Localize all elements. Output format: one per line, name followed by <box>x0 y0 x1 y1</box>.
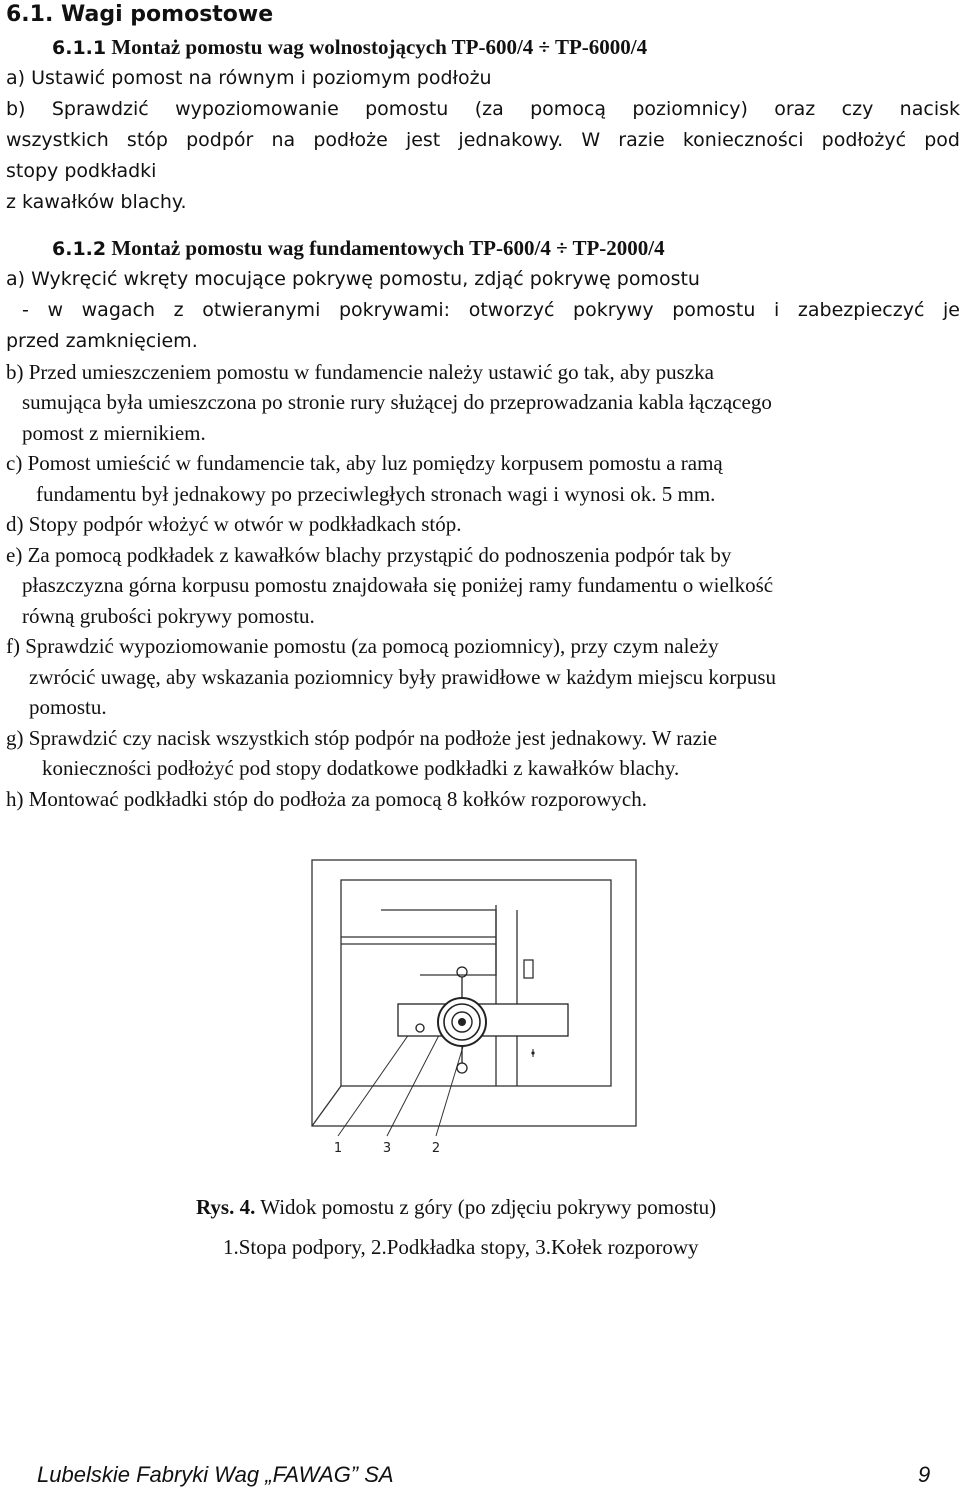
subsection-number: 6.1.2 <box>52 238 107 260</box>
platform-top-view-drawing <box>300 852 650 1162</box>
callout-1: 1 <box>333 1141 343 1156</box>
callout-2: 2 <box>431 1141 441 1156</box>
paragraph-line: a) Wykręcić wkręty mocujące pokrywę pomostu, zdjąć pokrywę pomostu <box>6 268 700 290</box>
paragraph-line: a) Ustawić pomost na równym i poziomym podłożu <box>6 67 492 89</box>
paragraph-line: b) Sprawdzić wypoziomowanie pomostu (za pomocą poziomnicy) oraz czy nacisk <box>6 98 960 120</box>
paragraph-line: d) Stopy podpór włożyć w otwór w podkładkach stóp. <box>6 512 462 536</box>
paragraph-line: c) Pomost umieścić w fundamencie tak, aby luz pomiędzy korpusem pomostu a ramą <box>6 451 723 475</box>
paragraph-line: fundamentu był jednakowy po przeciwległych stronach wagi i wynosi ok. 5 mm. <box>36 482 716 506</box>
paragraph-line: sumująca była umieszczona po stronie rury służącej do przeprowadzania kabla łączącego <box>22 390 772 414</box>
section-heading <box>6 0 273 30</box>
paragraph-line: zwrócić uwagę, aby wskazania poziomnicy były prawidłowe w każdym miejscu korpusu <box>29 665 777 689</box>
paragraph-line: konieczności podłożyć pod stopy dodatkowe podkładki z kawałków blachy. <box>42 756 680 780</box>
paragraph-line: pomostu. <box>29 695 107 719</box>
paragraph-line: równą grubości pokrywy pomostu. <box>22 604 315 628</box>
paragraph-line: b) Przed umieszczeniem pomostu w fundamencie należy ustawić go tak, aby puszka <box>6 360 714 384</box>
footer-company: Lubelskie Fabryki Wag „FAWAG” SA <box>37 1462 394 1487</box>
paragraph-line: wszystkich stóp podpór na podłoże jest jednakowy. W razie konieczności podłożyć pod <box>6 129 960 151</box>
paragraph-line: płaszczyzna górna korpusu pomostu znajdowała się poniżej ramy fundamentu o wielkość <box>22 573 774 597</box>
paragraph-line: h) Montować podkładki stóp do podłoża za pomocą 8 kołków rozporowych. <box>6 787 647 811</box>
subsection-heading-1 <box>52 32 647 63</box>
figure-caption <box>196 1192 716 1222</box>
paragraph-line: przed zamknięciem. <box>6 330 198 352</box>
paragraph-line: e) Za pomocą podkładek z kawałków blachy przystąpić do podnoszenia podpór tak by <box>6 543 732 567</box>
figure-title: Widok pomostu z góry (po zdjęciu pokrywy pomostu) <box>260 1195 717 1219</box>
callout-3: 3 <box>382 1141 392 1156</box>
figure-legend: 1.Stopa podpory, 2.Podkładka stopy, 3.Kołek rozporowy <box>223 1235 699 1259</box>
subsection-title: Montaż pomostu wag fundamentowych TP-600/4 ÷ TP-2000/4 <box>111 236 665 260</box>
section-number: 6.1. <box>6 2 54 27</box>
figure-label: Rys. 4. <box>196 1195 256 1219</box>
paragraph-line: - w wagach z otwieranymi pokrywami: otworzyć pokrywy pomostu i zabezpieczyć je <box>22 299 960 321</box>
paragraph-line: g) Sprawdzić czy nacisk wszystkich stóp podpór na podłoże jest jednakowy. W razie <box>6 726 718 750</box>
section-title: Wagi pomostowe <box>61 2 274 27</box>
subsection-title: Montaż pomostu wag wolnostojących TP-600/4 ÷ TP-6000/4 <box>111 35 648 59</box>
paragraph-line: f) Sprawdzić wypoziomowanie pomostu (za pomocą poziomnicy), przy czym należy <box>6 634 719 658</box>
paragraph-line: pomost z miernikiem. <box>22 421 206 445</box>
subsection-heading-2 <box>52 233 665 264</box>
subsection-number: 6.1.1 <box>52 37 107 59</box>
paragraph-line: stopy podkładki <box>6 160 157 182</box>
paragraph-line: z kawałków blachy. <box>6 191 187 213</box>
page-number: 9 <box>918 1462 931 1487</box>
